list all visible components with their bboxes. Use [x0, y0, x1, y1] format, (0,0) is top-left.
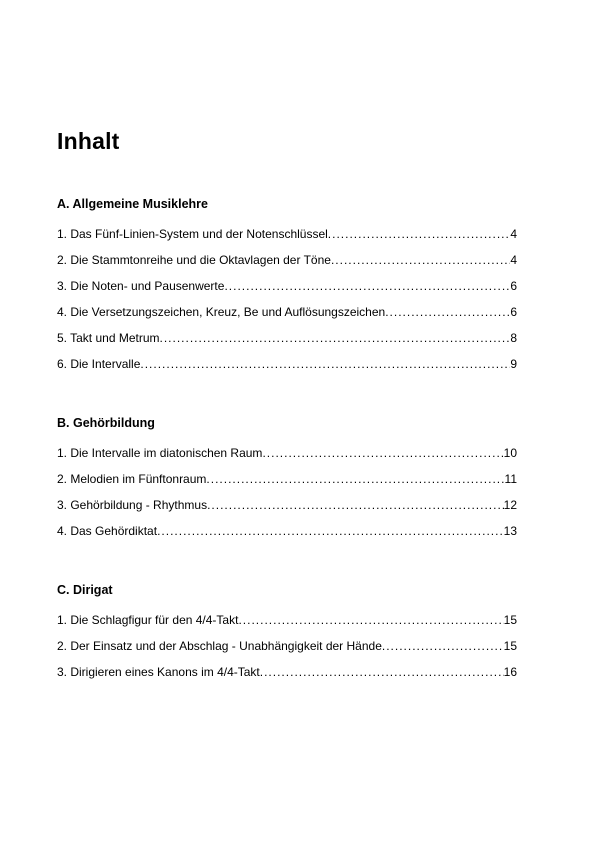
- section-heading: A. Allgemeine Musiklehre: [57, 197, 208, 211]
- toc-leader-dots: [328, 221, 511, 247]
- toc-leader-dots: [385, 299, 510, 325]
- toc-entry: [57, 607, 517, 633]
- toc-leader-dots: [160, 325, 511, 351]
- toc-page-number: 8: [510, 331, 517, 345]
- toc-leader-dots: [140, 351, 510, 377]
- toc-leader-dots: [207, 492, 504, 518]
- toc-page-number: 9: [510, 357, 517, 371]
- table-of-contents: [57, 197, 517, 685]
- toc-section: [57, 583, 517, 685]
- toc-leader-dots: [206, 466, 504, 492]
- toc-page-number: 4: [510, 227, 517, 241]
- toc-entry: [57, 518, 517, 544]
- toc-entry-label: 4. Das Gehördiktat: [57, 524, 158, 538]
- toc-entry-label: 3. Dirigieren eines Kanons im 4/4-Takt: [57, 665, 260, 679]
- toc-entry: [57, 351, 517, 377]
- toc-entry: [57, 221, 517, 247]
- toc-entry-label: 5. Takt und Metrum: [57, 331, 160, 345]
- toc-page-number: 6: [510, 279, 517, 293]
- toc-entry: [57, 659, 517, 685]
- toc-page-number: 13: [503, 524, 517, 538]
- toc-page-number: 15: [503, 613, 517, 627]
- toc-page-number: 15: [503, 639, 517, 653]
- toc-leader-dots: [238, 607, 503, 633]
- toc-entry: [57, 299, 517, 325]
- toc-leader-dots: [224, 273, 510, 299]
- toc-entry-label: 3. Die Noten- und Pausenwerte: [57, 279, 225, 293]
- toc-page-number: 16: [503, 665, 517, 679]
- toc-entry-label: 1. Die Intervalle im diatonischen Raum: [57, 446, 263, 460]
- toc-entry-label: 6. Die Intervalle: [57, 357, 141, 371]
- toc-entry-label: 4. Die Versetzungszeichen, Kreuz, Be und Auflösungszeichen: [57, 305, 386, 319]
- toc-entry: [57, 440, 517, 466]
- page-title: Inhalt: [57, 128, 120, 154]
- toc-leader-dots: [262, 440, 503, 466]
- toc-page-number: 6: [510, 305, 517, 319]
- section-heading: C. Dirigat: [57, 583, 113, 597]
- toc-entry: [57, 325, 517, 351]
- toc-entry: [57, 273, 517, 299]
- toc-entry: [57, 247, 517, 273]
- toc-entry: [57, 492, 517, 518]
- toc-entry-label: 2. Melodien im Fünftonraum: [57, 472, 207, 486]
- section-heading: B. Gehörbildung: [57, 416, 155, 430]
- toc-leader-dots: [382, 633, 504, 659]
- toc-leader-dots: [260, 659, 504, 685]
- toc-page-number: 10: [503, 446, 517, 460]
- toc-page-number: 11: [504, 472, 517, 486]
- toc-page-number: 12: [503, 498, 517, 512]
- toc-entry-label: 2. Die Stammtonreihe und die Oktavlagen der Töne: [57, 253, 331, 267]
- toc-section: [57, 416, 517, 544]
- toc-entry: [57, 466, 517, 492]
- toc-entry: [57, 633, 517, 659]
- toc-entry-label: 1. Die Schlagfigur für den 4/4-Takt: [57, 613, 239, 627]
- toc-leader-dots: [157, 518, 504, 544]
- toc-entry-label: 1. Das Fünf-Linien-System und der Notenschlüssel: [57, 227, 328, 241]
- toc-entry-label: 2. Der Einsatz und der Abschlag - Unabhängigkeit der Hände: [57, 639, 382, 653]
- toc-leader-dots: [331, 247, 510, 273]
- toc-section: [57, 197, 517, 377]
- toc-page-number: 4: [510, 253, 517, 267]
- toc-entry-label: 3. Gehörbildung - Rhythmus: [57, 498, 208, 512]
